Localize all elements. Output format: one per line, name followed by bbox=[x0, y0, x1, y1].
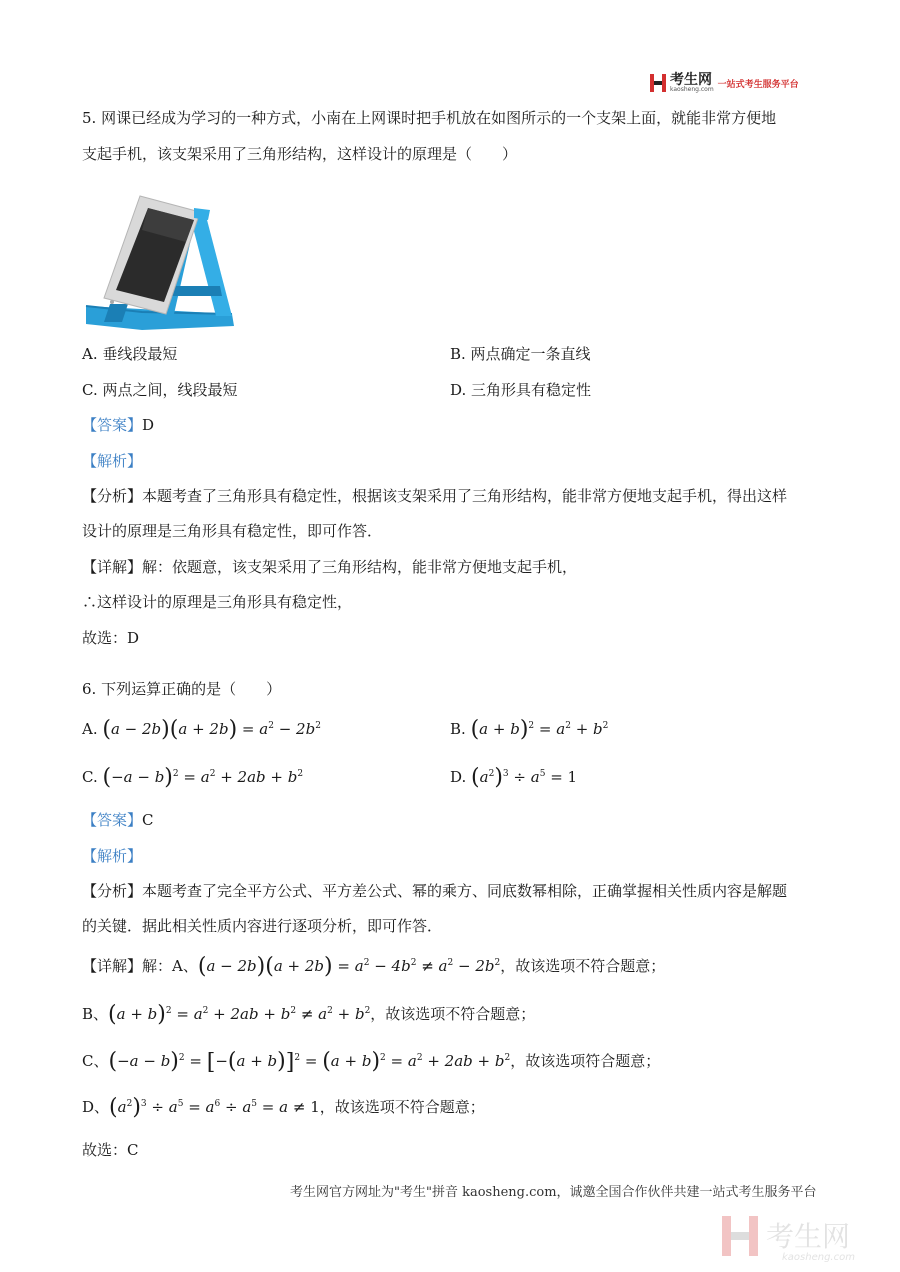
q5-answer bbox=[82, 414, 154, 436]
q6-analysis-tag: 【解析】 bbox=[82, 847, 143, 865]
q5-option-c: C. 两点之间，线段最短 bbox=[82, 381, 238, 399]
q5-stem-line2: 支起手机，该支架采用了三角形结构，这样设计的原理是（ ） bbox=[82, 145, 518, 163]
q5-fenxi-line2: 设计的原理是三角形具有稳定性，即可作答． bbox=[82, 522, 383, 540]
q6-answer-value: C bbox=[142, 811, 154, 829]
q5-option-a: A. 垂线段最短 bbox=[82, 345, 178, 363]
q5-xiangjie-tag: 【详解】 bbox=[82, 558, 143, 576]
q5-xiangjie-text1: 解：依题意，该支架采用了三角形结构，能非常方便地支起手机， bbox=[142, 558, 578, 576]
q6-option-c: C. $(-a - b)^2 = a^2 + 2ab + b^2$ bbox=[82, 765, 304, 790]
q6-xiangjie-d: D、$(a^2)^3 \div a^5 = a^6 \div a^5 = a \ne 1$，故该选项不符合题意； bbox=[82, 1095, 485, 1120]
q6-xiangjie-tag: 【详解】 bbox=[82, 957, 143, 975]
q6-fenxi-line2: 的关键．据此相关性质内容进行逐项分析，即可作答． bbox=[82, 917, 443, 935]
q6-fenxi-tag: 【分析】 bbox=[82, 882, 143, 900]
logo-name: 考生网 bbox=[670, 72, 712, 88]
logo-url: kaosheng.com bbox=[670, 86, 714, 93]
logo-text bbox=[670, 73, 714, 93]
q6-xiangjie-prefix: 解：A、 bbox=[142, 957, 198, 975]
q5-fenxi-text1: 本题考查了三角形具有稳定性，根据该支架采用了三角形结构，能非常方便地支起手机，得出这样 bbox=[142, 487, 788, 505]
q6-fenxi-line1 bbox=[82, 880, 787, 902]
kaosheng-logo-icon bbox=[650, 74, 666, 92]
q5-xiangjie-line1 bbox=[82, 556, 577, 578]
phone-stand-image bbox=[82, 186, 240, 334]
q6-xiangjie-b: B、$(a + b)^2 = a^2 + 2ab + b^2 \ne a^2 + b^2$，故该选项不符合题意； bbox=[82, 1002, 536, 1027]
q5-choice: 故选：D bbox=[82, 629, 140, 647]
q5-stem-line1: 5. 网课已经成为学习的一种方式，小南在上网课时把手机放在如图所示的一个支架上面，就能非常方便地 bbox=[82, 109, 777, 127]
q5-fenxi-line1 bbox=[82, 485, 787, 507]
header-logo bbox=[650, 72, 799, 94]
q6-answer bbox=[82, 809, 154, 831]
q5-xiangjie-line2: ∴这样设计的原理是三角形具有稳定性， bbox=[82, 593, 353, 611]
q5-fenxi-tag: 【分析】 bbox=[82, 487, 143, 505]
q6-verdict-d: ，故该选项不符合题意； bbox=[319, 1098, 485, 1116]
q5-answer-tag: 【答案】 bbox=[82, 416, 143, 434]
q5-option-d: D. 三角形具有稳定性 bbox=[450, 381, 592, 399]
logo-slogan: 一站式考生服务平台 bbox=[717, 79, 799, 90]
q6-fenxi-text1: 本题考查了完全平方公式、平方差公式、幂的乘方、同底数幂相除，正确掌握相关性质内容是解题 bbox=[142, 882, 788, 900]
q5-answer-value: D bbox=[142, 416, 155, 434]
q6-option-d: D. $(a^2)^3 \div a^5 = 1$ bbox=[450, 765, 578, 790]
q6-verdict-b: ，故该选项不符合题意； bbox=[370, 1005, 536, 1023]
q6-xiangjie-a: 【详解】解：A、$(a - 2b)(a + 2b) = a^2 - 4b^2 \ne a^2 - 2b^2$，故该选项不符合题意； bbox=[82, 954, 666, 979]
q6-xiangjie-c: C、$(-a - b)^2 = [-(a + b)]^2 = (a + b)^2 = a^2 + 2ab + b^2$，故该选项符合题意； bbox=[82, 1049, 661, 1075]
q5-analysis-tag: 【解析】 bbox=[82, 452, 143, 470]
q6-option-a: A. $(a - 2b)(a + 2b) = a^2 - 2b^2$ bbox=[82, 717, 321, 742]
q6-choice: 故选：C bbox=[82, 1141, 139, 1159]
q5-option-b: B. 两点确定一条直线 bbox=[450, 345, 591, 363]
footer-text: 考生网官方网址为"考生"拼音 kaosheng.com，诚邀全国合作伙伴共建一站式考生服务平台 bbox=[290, 1185, 817, 1200]
q6-verdict-c: ，故该选项符合题意； bbox=[510, 1052, 661, 1070]
q6-option-b: B. $(a + b)^2 = a^2 + b^2$ bbox=[450, 717, 609, 742]
q6-answer-tag: 【答案】 bbox=[82, 811, 143, 829]
watermark-url: kaosheng.com bbox=[782, 1252, 855, 1263]
watermark-name: 考生网 bbox=[766, 1220, 851, 1253]
watermark-logo bbox=[720, 1212, 880, 1264]
q6-stem: 6. 下列运算正确的是（ ） bbox=[82, 680, 282, 698]
q6-verdict-a: ，故该选项不符合题意； bbox=[500, 957, 666, 975]
